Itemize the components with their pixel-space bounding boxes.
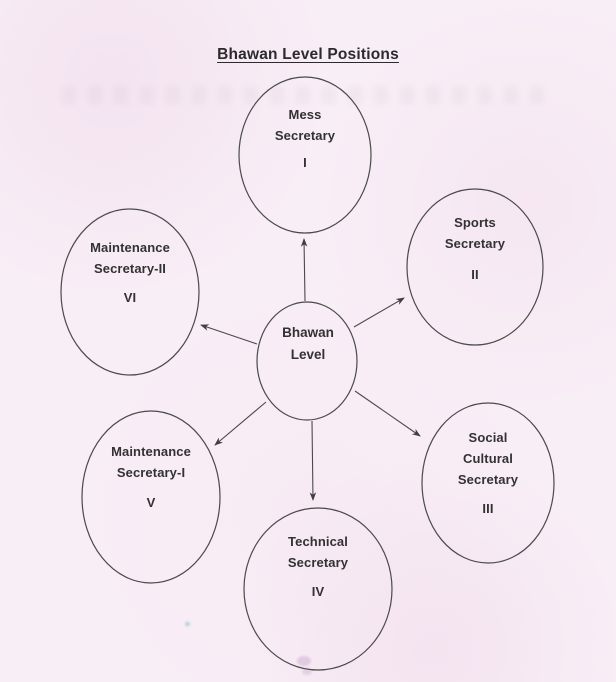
node-bhawan-level [248, 322, 368, 365]
node-numeral: I [303, 155, 307, 170]
page-title: Bhawan Level Positions [217, 46, 399, 63]
node-label-line: Sports [454, 215, 496, 230]
node-maintenance-secretary-1 [81, 441, 221, 513]
node-mess-secretary [235, 104, 375, 173]
node-label-line: Secretary-I [116, 465, 186, 480]
node-maintenance-secretary-2 [60, 237, 200, 308]
node-numeral: III [482, 501, 494, 516]
node-numeral: VI [123, 290, 137, 305]
node-label-line: Secretary [457, 472, 519, 487]
node-label-line: Technical [288, 534, 348, 549]
node-label-line: Secretary [287, 555, 349, 570]
node-label-line: Secretary [274, 128, 336, 143]
node-numeral: IV [311, 584, 325, 599]
arrow-center-to-maintenance-1 [215, 402, 266, 445]
node-label-line: Social [468, 430, 508, 445]
node-label-line: Mess [288, 107, 322, 122]
arrow-center-to-technical [312, 421, 313, 500]
node-social-cultural-secretary [418, 427, 558, 519]
node-numeral: V [146, 495, 156, 510]
node-label-line: Secretary-II [93, 261, 167, 276]
node-label-line: Cultural [463, 451, 513, 466]
node-label-line: Secretary [444, 236, 506, 251]
node-label-line: Maintenance [111, 444, 191, 459]
node-label-line: Maintenance [90, 240, 170, 255]
arrow-center-to-social-cultural [355, 391, 420, 436]
node-numeral: II [471, 267, 479, 282]
node-sports-secretary [405, 212, 545, 285]
node-label-line: Level [290, 346, 326, 362]
node-label-line: Bhawan [282, 325, 334, 340]
arrow-center-to-mess [304, 239, 305, 301]
node-technical-secretary [248, 531, 388, 602]
